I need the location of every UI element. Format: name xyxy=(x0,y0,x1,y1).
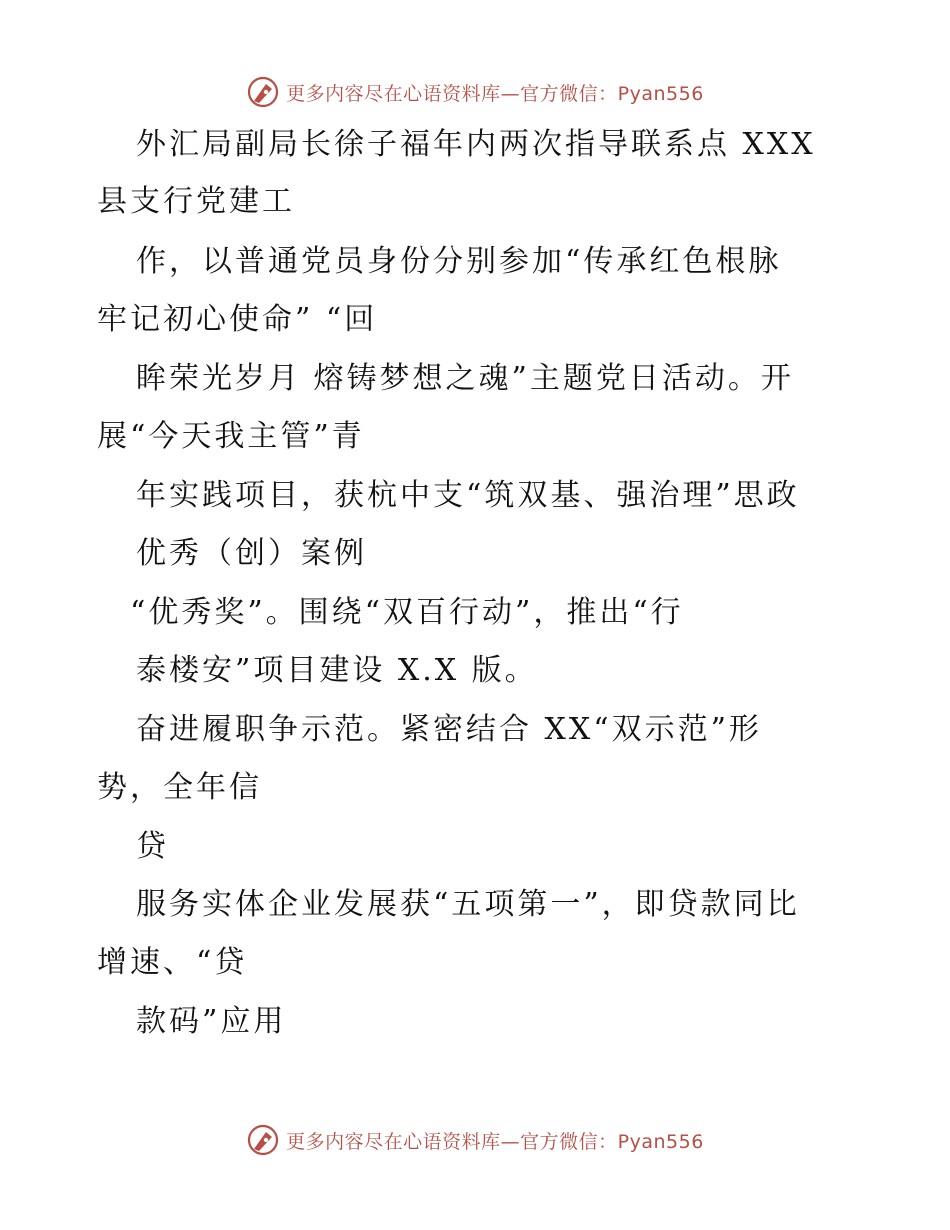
body-line: 奋进履职争示范。紧密结合 XX“双示范”形 xyxy=(136,712,762,747)
body-line: 外汇局副局长徐子福年内两次指导联系点 XXX xyxy=(136,127,816,162)
body-line: 展“今天我主管”青 xyxy=(97,419,365,454)
body-line: 势，全年信 xyxy=(97,770,262,805)
watermark-text: 更多内容尽在心语资料库—官方微信：Pyan556 xyxy=(286,1130,704,1153)
body-line: 泰楼安”项目建设 X.X 版。 xyxy=(136,653,538,688)
pen-nib-logo-icon xyxy=(246,75,280,109)
body-line: 作，以普通党员身份分别参加“传承红色根脉 xyxy=(136,244,782,279)
body-line: 县支行党建工 xyxy=(97,184,295,219)
body-line: 优秀（创）案例 xyxy=(136,536,367,571)
body-line: 贷 xyxy=(136,829,169,864)
footer-watermark-banner xyxy=(0,1120,950,1160)
pen-nib-logo-icon xyxy=(246,1123,280,1157)
header-watermark-banner xyxy=(0,72,950,112)
body-line: 年实践项目，获杭中支“筑双基、强治理”思政 xyxy=(136,478,800,513)
body-line: 款码”应用 xyxy=(136,1004,287,1039)
body-line: 牢记初心使命” “回 xyxy=(97,302,378,337)
watermark-text: 更多内容尽在心语资料库—官方微信：Pyan556 xyxy=(286,82,704,105)
body-line: “优秀奖”。围绕“双百行动”，推出“行 xyxy=(130,595,684,630)
body-line: 眸荣光岁月 熔铸梦想之魂”主题党日活动。开 xyxy=(136,361,794,396)
body-line: 服务实体企业发展获“五项第一”，即贷款同比 xyxy=(136,887,800,922)
body-line: 增速、“贷 xyxy=(97,945,248,980)
